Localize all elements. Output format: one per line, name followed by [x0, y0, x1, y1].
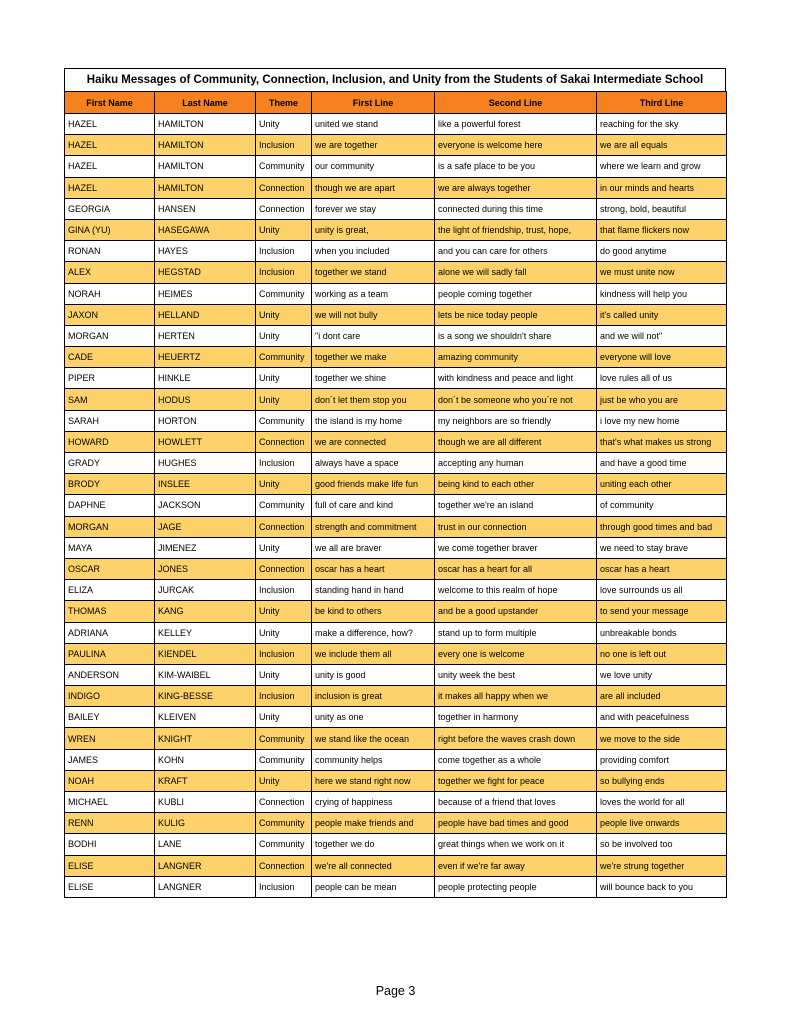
- cell-third-line: do good anytime: [597, 241, 727, 262]
- cell-theme: Inclusion: [256, 135, 312, 156]
- table-row: [65, 262, 727, 283]
- cell-theme: Inclusion: [256, 241, 312, 262]
- cell-first-line: oscar has a heart: [312, 558, 435, 579]
- table-row: [65, 664, 727, 685]
- cell-theme: Community: [256, 834, 312, 855]
- cell-theme: Connection: [256, 177, 312, 198]
- table-row: [65, 813, 727, 834]
- table-row: [65, 304, 727, 325]
- cell-first-line: together we make: [312, 347, 435, 368]
- cell-last-name: HAYES: [155, 241, 256, 262]
- cell-first-line: unity is great,: [312, 219, 435, 240]
- table-row: [65, 114, 727, 135]
- cell-third-line: no one is left out: [597, 643, 727, 664]
- cell-third-line: will bounce back to you: [597, 876, 727, 897]
- cell-first-name: RONAN: [65, 241, 155, 262]
- cell-third-line: in our minds and hearts: [597, 177, 727, 198]
- cell-third-line: to send your message: [597, 601, 727, 622]
- cell-second-line: people coming together: [435, 283, 597, 304]
- cell-second-line: like a powerful forest: [435, 114, 597, 135]
- cell-last-name: KIENDEL: [155, 643, 256, 664]
- table-row: [65, 283, 727, 304]
- cell-theme: Community: [256, 749, 312, 770]
- cell-second-line: together in harmony: [435, 707, 597, 728]
- cell-second-line: the light of friendship, trust, hope,: [435, 219, 597, 240]
- table-row: [65, 686, 727, 707]
- cell-third-line: we're strung together: [597, 855, 727, 876]
- table-row: [65, 558, 727, 579]
- cell-second-line: everyone is welcome here: [435, 135, 597, 156]
- cell-theme: Unity: [256, 219, 312, 240]
- table-body: [65, 114, 727, 898]
- cell-last-name: HANSEN: [155, 198, 256, 219]
- cell-second-line: we are always together: [435, 177, 597, 198]
- cell-second-line: accepting any human: [435, 453, 597, 474]
- cell-third-line: that flame flickers now: [597, 219, 727, 240]
- haiku-sheet: [64, 68, 726, 898]
- cell-theme: Community: [256, 347, 312, 368]
- cell-first-name: HAZEL: [65, 114, 155, 135]
- cell-first-name: HAZEL: [65, 135, 155, 156]
- table-row: [65, 177, 727, 198]
- page-number: Page 3: [375, 984, 416, 998]
- cell-last-name: KANG: [155, 601, 256, 622]
- table-row: [65, 156, 727, 177]
- cell-last-name: JAGE: [155, 516, 256, 537]
- cell-first-name: ANDERSON: [65, 664, 155, 685]
- cell-first-name: PAULINA: [65, 643, 155, 664]
- cell-theme: Unity: [256, 325, 312, 346]
- table-row: [65, 495, 727, 516]
- cell-first-line: when you included: [312, 241, 435, 262]
- cell-second-line: unity week the best: [435, 664, 597, 685]
- cell-first-name: ALEX: [65, 262, 155, 283]
- cell-third-line: reaching for the sky: [597, 114, 727, 135]
- cell-first-name: OSCAR: [65, 558, 155, 579]
- cell-last-name: KULIG: [155, 813, 256, 834]
- cell-last-name: LANGNER: [155, 855, 256, 876]
- cell-theme: Inclusion: [256, 580, 312, 601]
- cell-third-line: we move to the side: [597, 728, 727, 749]
- header-second-line: Second Line: [435, 92, 597, 114]
- cell-theme: Connection: [256, 558, 312, 579]
- cell-theme: Connection: [256, 516, 312, 537]
- cell-third-line: are all included: [597, 686, 727, 707]
- cell-theme: Unity: [256, 770, 312, 791]
- cell-first-line: "i dont care: [312, 325, 435, 346]
- cell-last-name: HOWLETT: [155, 431, 256, 452]
- cell-last-name: KRAFT: [155, 770, 256, 791]
- cell-theme: Connection: [256, 431, 312, 452]
- cell-first-name: MAYA: [65, 537, 155, 558]
- cell-last-name: KING-BESSE: [155, 686, 256, 707]
- cell-last-name: KLEIVEN: [155, 707, 256, 728]
- cell-theme: Community: [256, 495, 312, 516]
- cell-last-name: JIMENEZ: [155, 537, 256, 558]
- cell-first-name: NOAH: [65, 770, 155, 791]
- cell-third-line: where we learn and grow: [597, 156, 727, 177]
- cell-first-line: good friends make life fun: [312, 474, 435, 495]
- cell-first-name: MORGAN: [65, 516, 155, 537]
- cell-last-name: JACKSON: [155, 495, 256, 516]
- cell-last-name: KNIGHT: [155, 728, 256, 749]
- cell-first-name: BODHI: [65, 834, 155, 855]
- cell-first-name: INDIGO: [65, 686, 155, 707]
- cell-second-line: amazing community: [435, 347, 597, 368]
- cell-first-name: WREN: [65, 728, 155, 749]
- cell-second-line: we come together braver: [435, 537, 597, 558]
- cell-second-line: connected during this time: [435, 198, 597, 219]
- cell-theme: Inclusion: [256, 643, 312, 664]
- cell-first-name: ELIZA: [65, 580, 155, 601]
- cell-third-line: we love unity: [597, 664, 727, 685]
- cell-second-line: and be a good upstander: [435, 601, 597, 622]
- cell-theme: Inclusion: [256, 686, 312, 707]
- cell-theme: Inclusion: [256, 876, 312, 897]
- cell-third-line: we are all equals: [597, 135, 727, 156]
- cell-last-name: INSLEE: [155, 474, 256, 495]
- cell-first-line: we are connected: [312, 431, 435, 452]
- cell-first-name: GRADY: [65, 453, 155, 474]
- cell-first-name: RENN: [65, 813, 155, 834]
- cell-first-name: JAXON: [65, 304, 155, 325]
- cell-first-name: HAZEL: [65, 156, 155, 177]
- cell-theme: Community: [256, 813, 312, 834]
- cell-second-line: my neighbors are so friendly: [435, 410, 597, 431]
- cell-third-line: we must unite now: [597, 262, 727, 283]
- cell-last-name: KOHN: [155, 749, 256, 770]
- cell-theme: Unity: [256, 389, 312, 410]
- cell-theme: Community: [256, 410, 312, 431]
- cell-theme: Unity: [256, 114, 312, 135]
- cell-second-line: because of a friend that loves: [435, 792, 597, 813]
- cell-first-name: HAZEL: [65, 177, 155, 198]
- cell-second-line: though we are all different: [435, 431, 597, 452]
- cell-third-line: and have a good time: [597, 453, 727, 474]
- cell-first-name: SARAH: [65, 410, 155, 431]
- cell-theme: Connection: [256, 792, 312, 813]
- table-header-row: [65, 92, 727, 114]
- cell-first-line: we all are braver: [312, 537, 435, 558]
- cell-first-name: ADRIANA: [65, 622, 155, 643]
- cell-second-line: it makes all happy when we: [435, 686, 597, 707]
- cell-first-name: DAPHNE: [65, 495, 155, 516]
- cell-third-line: uniting each other: [597, 474, 727, 495]
- cell-theme: Inclusion: [256, 453, 312, 474]
- cell-first-line: we're all connected: [312, 855, 435, 876]
- cell-last-name: HAMILTON: [155, 114, 256, 135]
- cell-first-line: we will not bully: [312, 304, 435, 325]
- cell-second-line: come together as a whole: [435, 749, 597, 770]
- cell-last-name: HAMILTON: [155, 156, 256, 177]
- cell-third-line: kindness will help you: [597, 283, 727, 304]
- cell-first-name: GEORGIA: [65, 198, 155, 219]
- cell-theme: Unity: [256, 537, 312, 558]
- cell-third-line: everyone will love: [597, 347, 727, 368]
- cell-first-line: unity as one: [312, 707, 435, 728]
- cell-third-line: oscar has a heart: [597, 558, 727, 579]
- cell-first-name: NORAH: [65, 283, 155, 304]
- table-row: [65, 516, 727, 537]
- cell-theme: Unity: [256, 304, 312, 325]
- cell-third-line: just be who you are: [597, 389, 727, 410]
- cell-first-line: strength and commitment: [312, 516, 435, 537]
- cell-first-name: ELISE: [65, 876, 155, 897]
- cell-first-name: JAMES: [65, 749, 155, 770]
- header-first-line: First Line: [312, 92, 435, 114]
- cell-first-line: together we shine: [312, 368, 435, 389]
- cell-last-name: HEGSTAD: [155, 262, 256, 283]
- cell-theme: Unity: [256, 664, 312, 685]
- table-row: [65, 601, 727, 622]
- cell-theme: Inclusion: [256, 262, 312, 283]
- cell-third-line: we need to stay brave: [597, 537, 727, 558]
- cell-third-line: strong, bold, beautiful: [597, 198, 727, 219]
- cell-theme: Unity: [256, 368, 312, 389]
- cell-theme: Unity: [256, 601, 312, 622]
- table-row: [65, 389, 727, 410]
- cell-third-line: and with peacefulness: [597, 707, 727, 728]
- cell-second-line: trust in our connection: [435, 516, 597, 537]
- cell-third-line: people live onwards: [597, 813, 727, 834]
- cell-first-line: people make friends and: [312, 813, 435, 834]
- cell-last-name: HUGHES: [155, 453, 256, 474]
- cell-first-line: be kind to others: [312, 601, 435, 622]
- cell-first-line: don´t let them stop you: [312, 389, 435, 410]
- cell-second-line: is a song we shouldn't share: [435, 325, 597, 346]
- cell-third-line: it's called unity: [597, 304, 727, 325]
- cell-first-name: BRODY: [65, 474, 155, 495]
- cell-last-name: HEIMES: [155, 283, 256, 304]
- cell-last-name: KELLEY: [155, 622, 256, 643]
- cell-first-name: HOWARD: [65, 431, 155, 452]
- cell-second-line: people protecting people: [435, 876, 597, 897]
- cell-first-name: MICHAEL: [65, 792, 155, 813]
- table-row: [65, 580, 727, 601]
- cell-theme: Connection: [256, 198, 312, 219]
- sheet-title: Haiku Messages of Community, Connection, Inclusion, and Unity from the Students of Sakai Intermediate School: [64, 68, 726, 91]
- cell-last-name: HAMILTON: [155, 135, 256, 156]
- cell-second-line: is a safe place to be you: [435, 156, 597, 177]
- cell-theme: Unity: [256, 622, 312, 643]
- cell-third-line: loves the world for all: [597, 792, 727, 813]
- cell-first-name: BAILEY: [65, 707, 155, 728]
- cell-first-line: inclusion is great: [312, 686, 435, 707]
- cell-second-line: and you can care for others: [435, 241, 597, 262]
- cell-second-line: every one is welcome: [435, 643, 597, 664]
- cell-last-name: LANGNER: [155, 876, 256, 897]
- cell-first-line: crying of happiness: [312, 792, 435, 813]
- cell-first-line: the island is my home: [312, 410, 435, 431]
- table-row: [65, 834, 727, 855]
- cell-second-line: welcome to this realm of hope: [435, 580, 597, 601]
- table-row: [65, 792, 727, 813]
- haiku-table: [64, 91, 727, 898]
- cell-first-name: THOMAS: [65, 601, 155, 622]
- cell-first-name: CADE: [65, 347, 155, 368]
- cell-last-name: LANE: [155, 834, 256, 855]
- cell-third-line: that's what makes us strong: [597, 431, 727, 452]
- table-row: [65, 241, 727, 262]
- cell-second-line: great things when we work on it: [435, 834, 597, 855]
- cell-last-name: HELLAND: [155, 304, 256, 325]
- cell-third-line: so be involved too: [597, 834, 727, 855]
- table-row: [65, 198, 727, 219]
- cell-last-name: KUBLI: [155, 792, 256, 813]
- cell-second-line: people have bad times and good: [435, 813, 597, 834]
- cell-first-line: we are together: [312, 135, 435, 156]
- cell-second-line: together we're an island: [435, 495, 597, 516]
- cell-second-line: together we fight for peace: [435, 770, 597, 791]
- cell-last-name: HAMILTON: [155, 177, 256, 198]
- cell-first-name: SAM: [65, 389, 155, 410]
- cell-first-line: full of care and kind: [312, 495, 435, 516]
- table-row: [65, 410, 727, 431]
- cell-third-line: so bullying ends: [597, 770, 727, 791]
- cell-third-line: love rules all of us: [597, 368, 727, 389]
- cell-first-line: standing hand in hand: [312, 580, 435, 601]
- cell-first-line: working as a team: [312, 283, 435, 304]
- cell-first-name: MORGAN: [65, 325, 155, 346]
- table-row: [65, 855, 727, 876]
- cell-theme: Unity: [256, 707, 312, 728]
- header-first-name: First Name: [65, 92, 155, 114]
- cell-last-name: HORTON: [155, 410, 256, 431]
- cell-first-line: unity is good: [312, 664, 435, 685]
- table-row: [65, 749, 727, 770]
- cell-first-line: community helps: [312, 749, 435, 770]
- table-row: [65, 770, 727, 791]
- table-row: [65, 876, 727, 897]
- cell-last-name: HEUERTZ: [155, 347, 256, 368]
- cell-second-line: oscar has a heart for all: [435, 558, 597, 579]
- cell-third-line: unbreakable bonds: [597, 622, 727, 643]
- cell-theme: Community: [256, 283, 312, 304]
- table-row: [65, 219, 727, 240]
- cell-first-name: ELISE: [65, 855, 155, 876]
- cell-first-line: here we stand right now: [312, 770, 435, 791]
- cell-first-line: we include them all: [312, 643, 435, 664]
- cell-second-line: being kind to each other: [435, 474, 597, 495]
- cell-first-name: PIPER: [65, 368, 155, 389]
- table-row: [65, 622, 727, 643]
- cell-last-name: KIM-WAIBEL: [155, 664, 256, 685]
- cell-first-line: though we are apart: [312, 177, 435, 198]
- cell-last-name: HINKLE: [155, 368, 256, 389]
- cell-theme: Community: [256, 156, 312, 177]
- cell-theme: Connection: [256, 855, 312, 876]
- table-row: [65, 728, 727, 749]
- cell-third-line: i love my new home: [597, 410, 727, 431]
- cell-first-line: always have a space: [312, 453, 435, 474]
- table-row: [65, 643, 727, 664]
- table-row: [65, 368, 727, 389]
- cell-first-line: together we do: [312, 834, 435, 855]
- table-row: [65, 453, 727, 474]
- header-last-name: Last Name: [155, 92, 256, 114]
- cell-second-line: even if we're far away: [435, 855, 597, 876]
- cell-first-name: GINA (YU): [65, 219, 155, 240]
- cell-second-line: lets be nice today people: [435, 304, 597, 325]
- cell-last-name: JURCAK: [155, 580, 256, 601]
- table-row: [65, 431, 727, 452]
- cell-first-line: we stand like the ocean: [312, 728, 435, 749]
- table-row: [65, 474, 727, 495]
- cell-second-line: don´t be someone who you´re not: [435, 389, 597, 410]
- cell-first-line: make a difference, how?: [312, 622, 435, 643]
- cell-first-line: united we stand: [312, 114, 435, 135]
- table-row: [65, 707, 727, 728]
- cell-theme: Unity: [256, 474, 312, 495]
- table-row: [65, 347, 727, 368]
- cell-second-line: right before the waves crash down: [435, 728, 597, 749]
- cell-first-line: people can be mean: [312, 876, 435, 897]
- cell-last-name: HODUS: [155, 389, 256, 410]
- cell-third-line: through good times and bad: [597, 516, 727, 537]
- table-row: [65, 135, 727, 156]
- cell-second-line: with kindness and peace and light: [435, 368, 597, 389]
- header-theme: Theme: [256, 92, 312, 114]
- table-row: [65, 325, 727, 346]
- cell-last-name: HASEGAWA: [155, 219, 256, 240]
- cell-first-line: forever we stay: [312, 198, 435, 219]
- cell-first-line: our community: [312, 156, 435, 177]
- cell-last-name: HERTEN: [155, 325, 256, 346]
- cell-third-line: and we will not": [597, 325, 727, 346]
- cell-second-line: alone we will sadly fall: [435, 262, 597, 283]
- cell-second-line: stand up to form multiple: [435, 622, 597, 643]
- header-third-line: Third Line: [597, 92, 727, 114]
- cell-third-line: of community: [597, 495, 727, 516]
- cell-theme: Community: [256, 728, 312, 749]
- cell-third-line: providing comfort: [597, 749, 727, 770]
- table-row: [65, 537, 727, 558]
- cell-third-line: love surrounds us all: [597, 580, 727, 601]
- cell-last-name: JONES: [155, 558, 256, 579]
- cell-first-line: together we stand: [312, 262, 435, 283]
